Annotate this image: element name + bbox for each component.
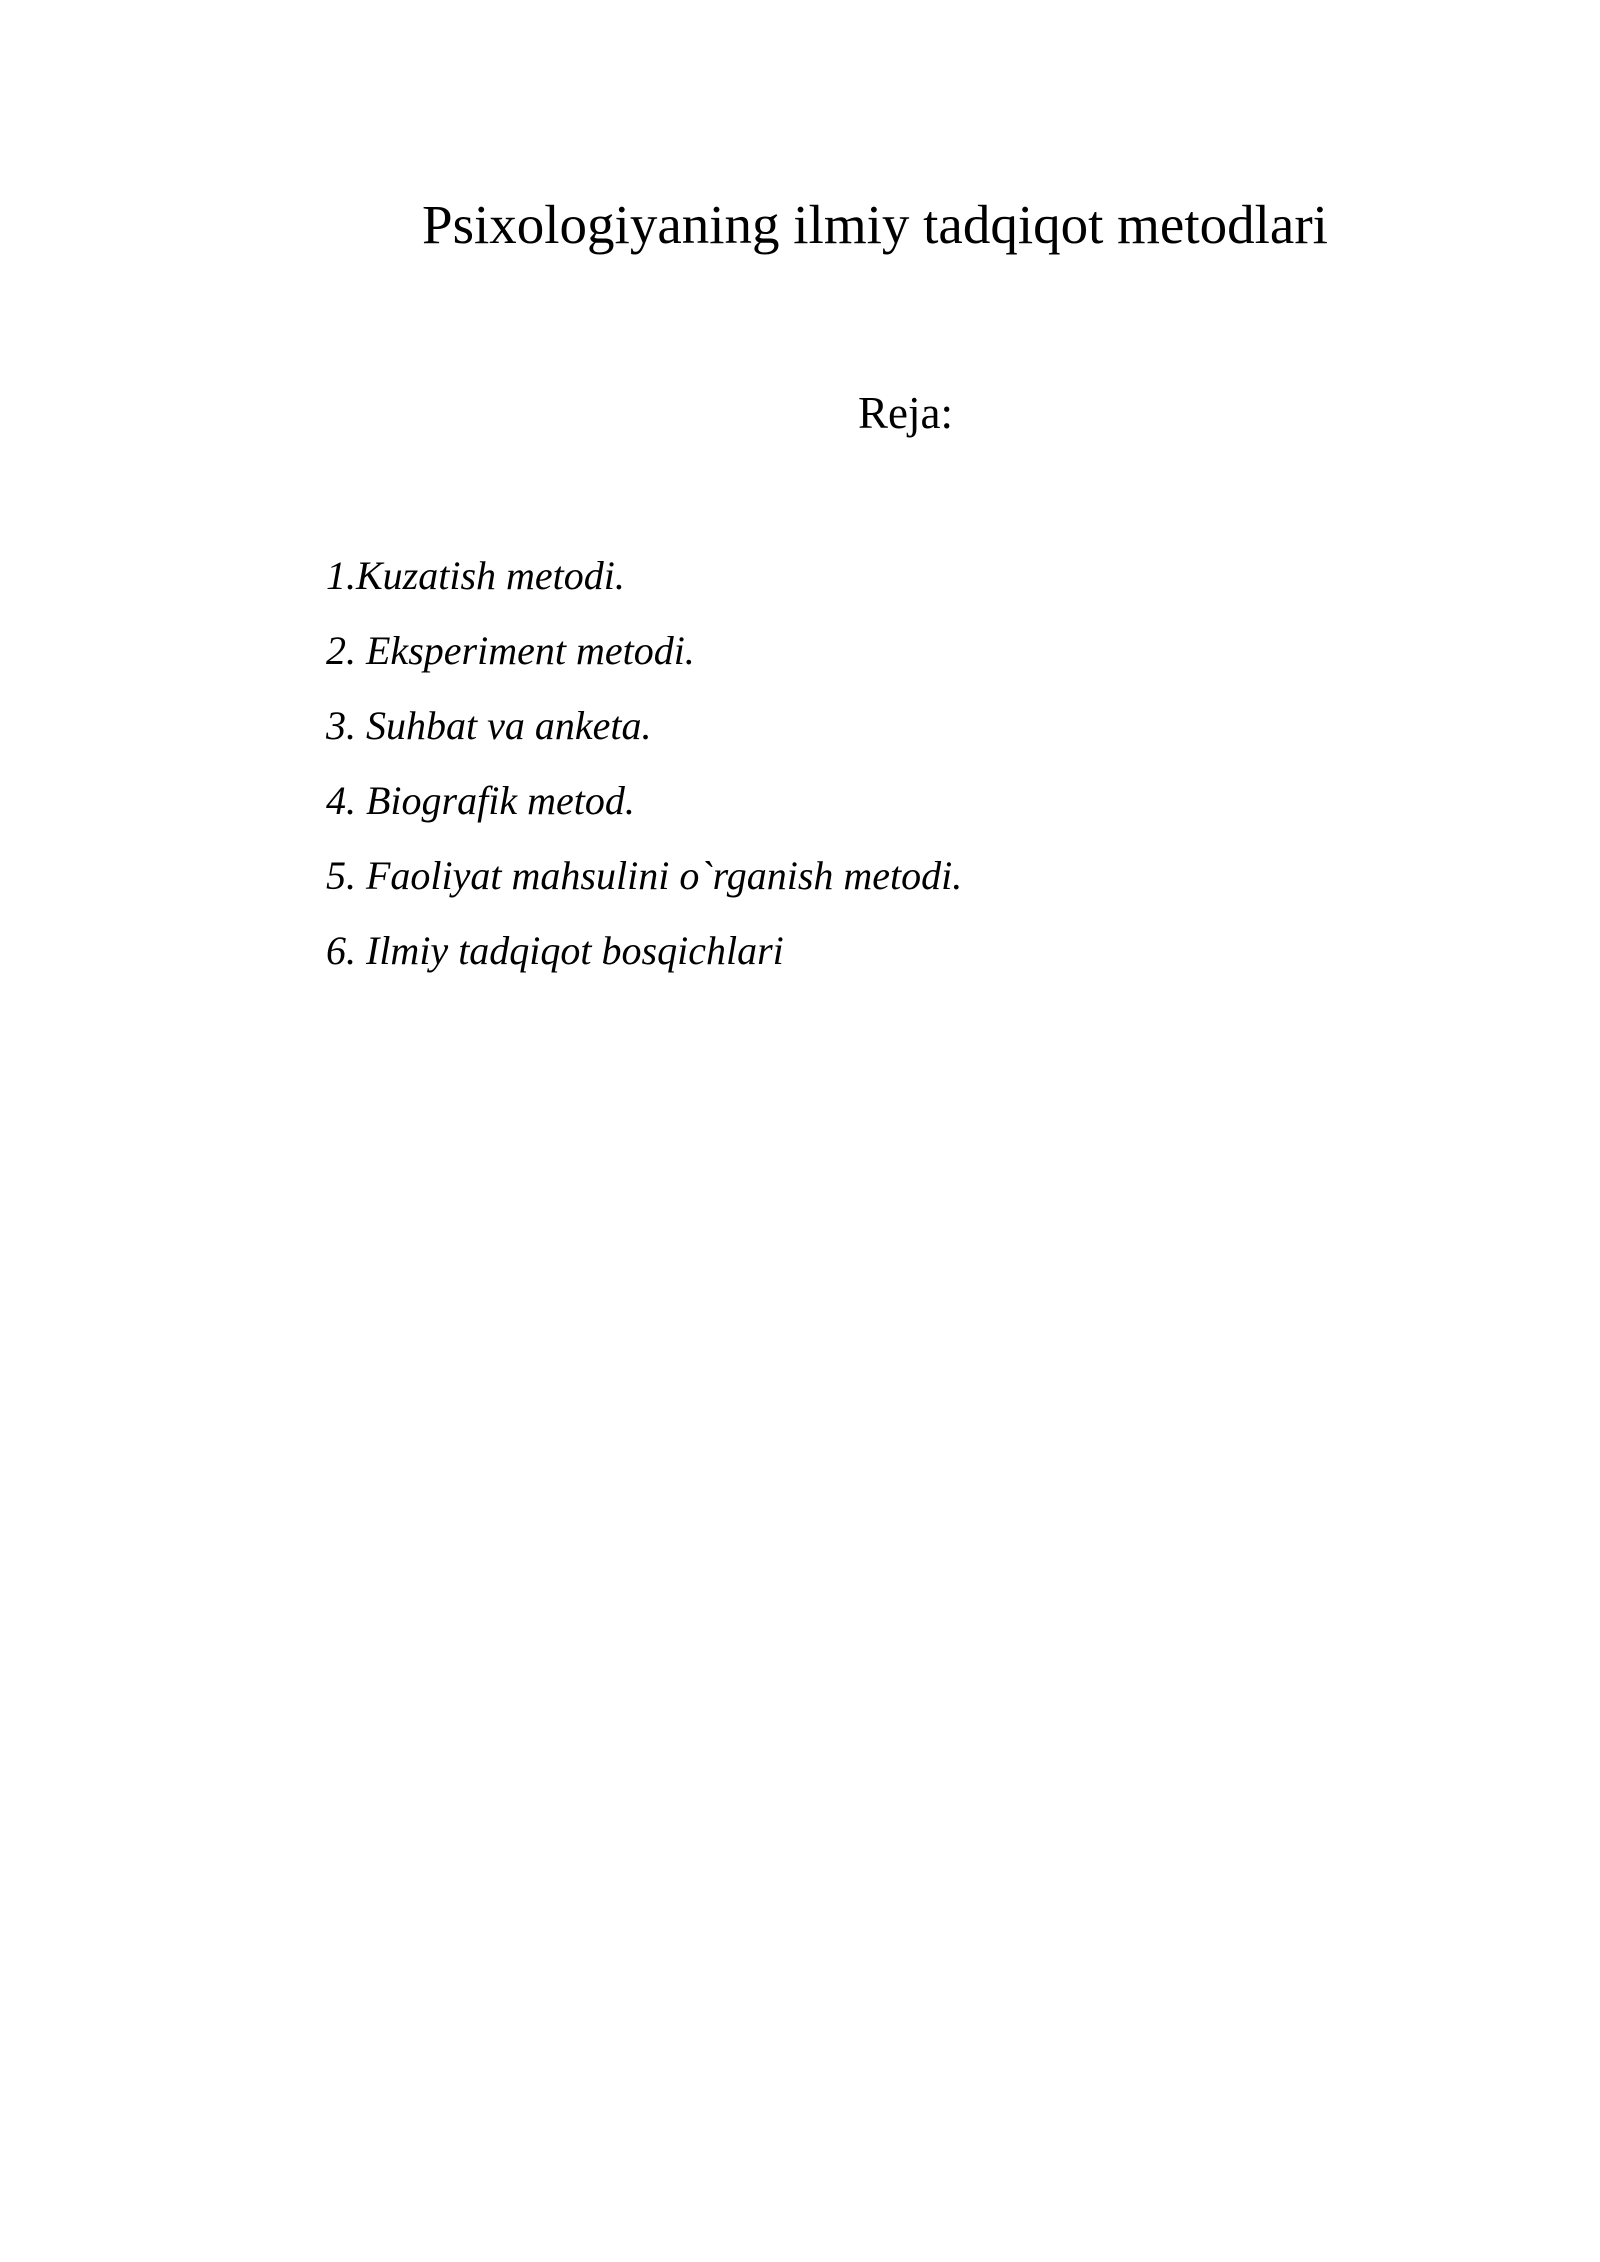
plan-item: 5. Faoliyat mahsulini o`rganish metodi. bbox=[326, 853, 963, 898]
plan-item: 1.Kuzatish metodi. bbox=[326, 553, 625, 598]
plan-list bbox=[326, 550, 962, 1000]
plan-item: 2. Eksperiment metodi. bbox=[326, 628, 695, 673]
plan-item: 6. Ilmiy tadqiqot bosqichlari bbox=[326, 928, 784, 973]
plan-item: 3. Suhbat va anketa. bbox=[326, 703, 652, 748]
document-title: Psixologiyaning ilmiy tadqiqot metodlari bbox=[422, 194, 1328, 255]
plan-heading: Reja: bbox=[858, 388, 953, 438]
plan-item: 4. Biografik metod. bbox=[326, 778, 635, 823]
